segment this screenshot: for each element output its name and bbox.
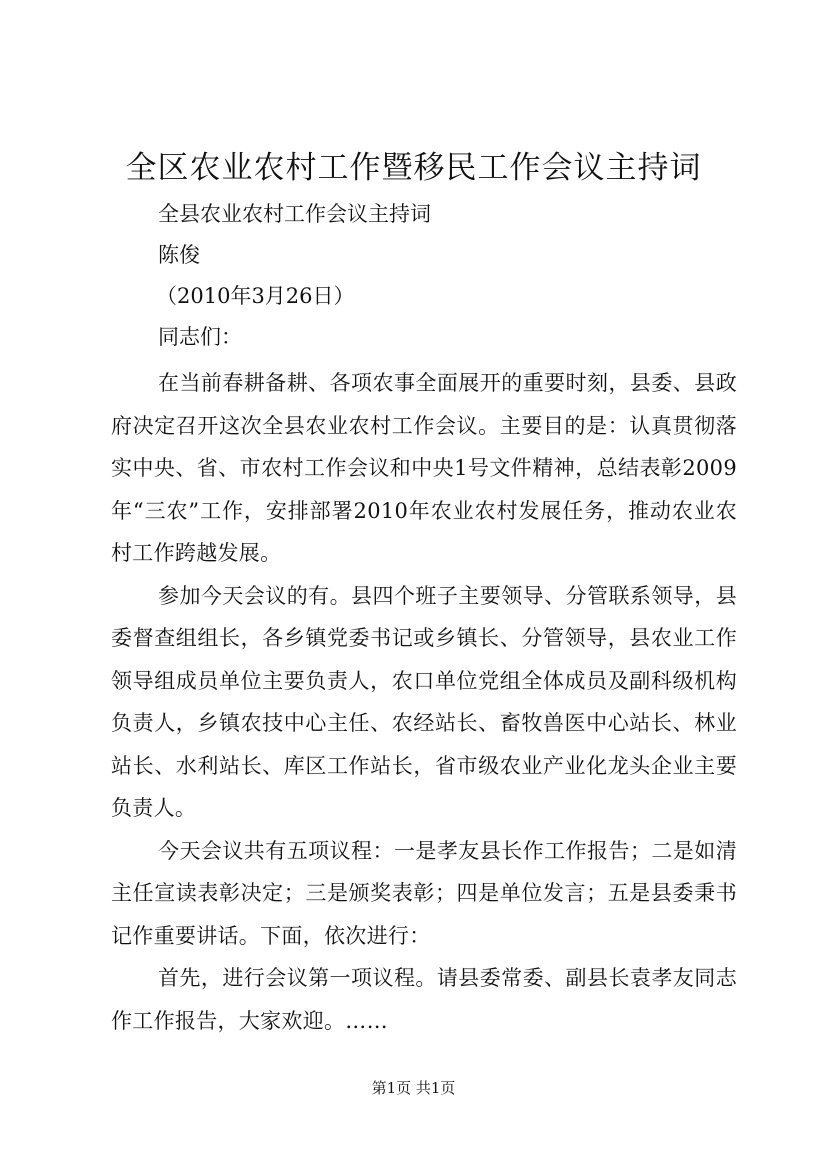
salutation: 同志们：: [158, 325, 242, 349]
document-author: 陈俊: [158, 243, 200, 267]
body-paragraph: 参加今天会议的有。县四个班子主要领导、分管联系领导，县委督查组组长，各乡镇党委书记或乡镇长、分管领导，县农业工作领导组成员单位主要负责人，农口单位党组全体成员及副科级机构负责人，乡镇农技中心主任、农经站长、畜牧兽医中心站长、林业站长、水利站长、库区工作站长，省市级农业产业化龙头企业主要负责人。: [111, 583, 737, 820]
document-subtitle: 全县农业农村工作会议主持词: [158, 202, 431, 226]
page-number-footer: 第1页 共1页: [371, 1079, 456, 1097]
body-paragraph: 首先，进行会议第一项议程。请县委常委、副县长袁孝友同志作工作报告，大家欢迎。……: [111, 966, 737, 1033]
body-paragraph: 在当前春耕备耕、各项农事全面展开的重要时刻，县委、县政府决定召开这次全县农业农村工作会议。主要目的是：认真贯彻落实中央、省、市农村工作会议和中央1号文件精神，总结表彰2009年“三农”工作，安排部署2010年农业农村发展任务，推动农业农村工作跨越发展。: [111, 371, 737, 565]
document-body: [111, 362, 737, 1042]
document-title: 全区农业农村工作暨移民工作会议主持词: [125, 150, 702, 186]
document-date: （2010年3月26日）: [156, 284, 355, 308]
body-paragraph: 今天会议共有五项议程：一是孝友县长作工作报告；二是如清主任宣读表彰决定；三是颁奖表彰；四是单位发言；五是县委秉书记作重要讲话。下面，依次进行：: [111, 838, 737, 948]
